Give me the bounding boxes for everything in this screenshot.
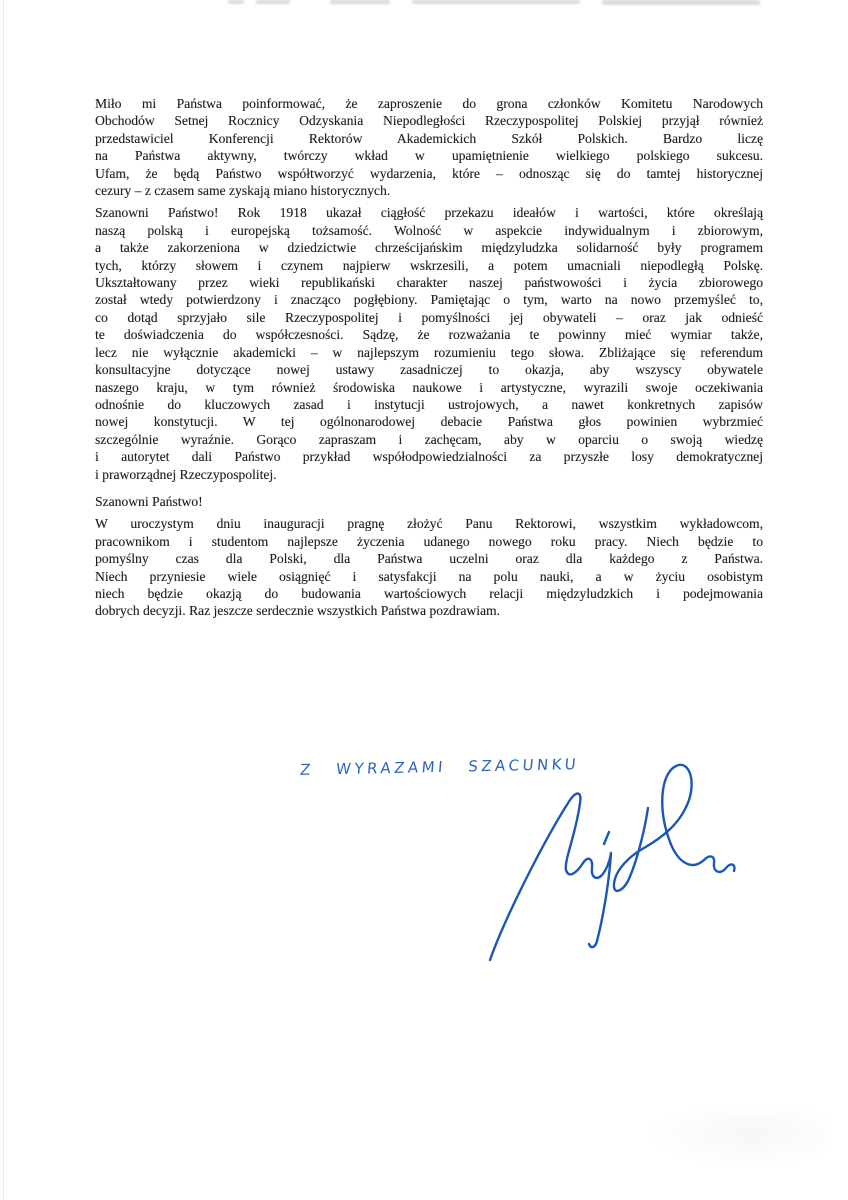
text-line: i praworządnej Rzeczypospolitej. — [95, 466, 277, 482]
text-line: pracownikom i studentom najlepsze życzenia udanego nowego roku pracy. Niech będzie to — [95, 533, 763, 549]
text-line: cezury – z czasem same zyskają miano historycznych. — [95, 183, 391, 199]
text-line: lecz nie wyłącznie akademicki – w najlepszym rozumieniu tego słowa. Zbliżające się referendum — [95, 344, 763, 360]
text-line: Niech przyniesie wiele osiągnięć i satysfakcji na polu nauki, a w życiu osobistym — [95, 568, 763, 584]
text-line: Miło mi Państwa poinformować, że zaproszenie do grona członków Komitetu Narodowych — [95, 96, 763, 111]
text-line: W uroczystym dniu inauguracji pragnę złożyć Panu Rektorowi, wszystkim wykładowcom, — [95, 516, 763, 532]
scan-smudge-artifact — [640, 1112, 825, 1167]
text-line: dobrych decyzji. Raz jeszcze serdecznie wszystkich Państwa pozdrawiam. — [95, 603, 501, 619]
text-line: został wtedy potwierdzony i znacząco pogłębiony. Pamiętając o tym, warto na nowo przemyśleć to, — [95, 292, 763, 308]
handwritten-signature — [452, 748, 752, 966]
text-line: konsultacyjne dotyczące nowej ustawy zasadniczej to okazja, aby wszyscy obywatele — [95, 362, 763, 378]
text-line: a także zakorzeniona w dziedzictwie chrześcijańskim międzyludzka solidarność były programem — [95, 240, 763, 256]
text-line: te doświadczenia do współczesności. Sądzę, że rozważania te powinny mieć wymiar także, — [95, 327, 763, 343]
text-line: naszą polską i europejską tożsamość. Wolność w aspekcie indywidualnym i zbiorowym, — [95, 222, 763, 238]
scan-top-artifact — [256, 0, 290, 4]
scan-edge-artifact — [3, 0, 4, 1200]
text-line: i autorytet dali Państwo przykład współodpowiedzialności za przyszłe losy demokratycznej — [95, 449, 763, 465]
text-line: nowej konstytucji. W tej ogólnonarodowej debacie Państwa głos powinien wybrzmieć — [95, 414, 763, 430]
scan-top-artifact — [330, 0, 390, 4]
handwritten-closing: Z WYRAZAMI SZACUNKU — [299, 755, 580, 779]
text-line: Obchodów Setnej Rocznicy Odzyskania Niepodległości Rzeczypospolitej Polskiej przyjął również — [95, 113, 763, 129]
text-line: Szanowni Państwo! — [95, 493, 203, 509]
letter-body — [95, 95, 763, 624]
scan-top-artifact — [602, 0, 760, 5]
scan-top-artifact — [412, 0, 580, 4]
scan-top-artifact — [228, 0, 244, 4]
text-line: Ukształtowany przez wieki republikański charakter naszej państwowości i życia zbiorowego — [95, 275, 763, 291]
text-line: tych, którzy słowem i czynem najpierw wskrzesili, a potem umacniali niepodległą Polskę. — [95, 257, 763, 273]
text-line: co dotąd sprzyjało sile Rzeczypospolitej i pomyślności jej obywateli – oraz jak odnieść — [95, 309, 763, 325]
salutation — [95, 493, 763, 510]
paragraph-intro — [95, 95, 763, 199]
text-line: niech będzie okazją do budowania wartościowych relacji międzyludzkich i podejmowania — [95, 585, 763, 601]
text-line: odnośnie do kluczowych zasad i instytucji ustrojowych, a nawet konkretnych zapisów — [95, 396, 763, 412]
text-line: pomyślny czas dla Polski, dla Państwa uczelni oraz dla każdego z Państwa. — [95, 551, 763, 567]
text-line: naszego kraju, w tym również środowiska naukowe i artystyczne, wyrazili swoje oczekiwania — [95, 379, 763, 395]
paragraph-main — [95, 204, 763, 483]
paragraph-wishes — [95, 515, 763, 619]
text-line: na Państwa aktywny, twórczy wkład w upamiętnienie wielkiego polskiego sukcesu. — [95, 148, 763, 164]
text-line: Szanowni Państwo! Rok 1918 ukazał ciągłość przekazu ideałów i wartości, które określają — [95, 205, 763, 221]
text-line: Ufam, że będą Państwo współtworzyć wydarzenia, które – odnosząc się do tamtej historycznej — [95, 165, 763, 181]
text-line: szczególnie wyraźnie. Gorąco zapraszam i zachęcam, aby w oparciu o swoją wiedzę — [95, 431, 763, 447]
text-line: przedstawiciel Konferencji Rektorów Akademickich Szkół Polskich. Bardzo liczę — [95, 130, 763, 146]
